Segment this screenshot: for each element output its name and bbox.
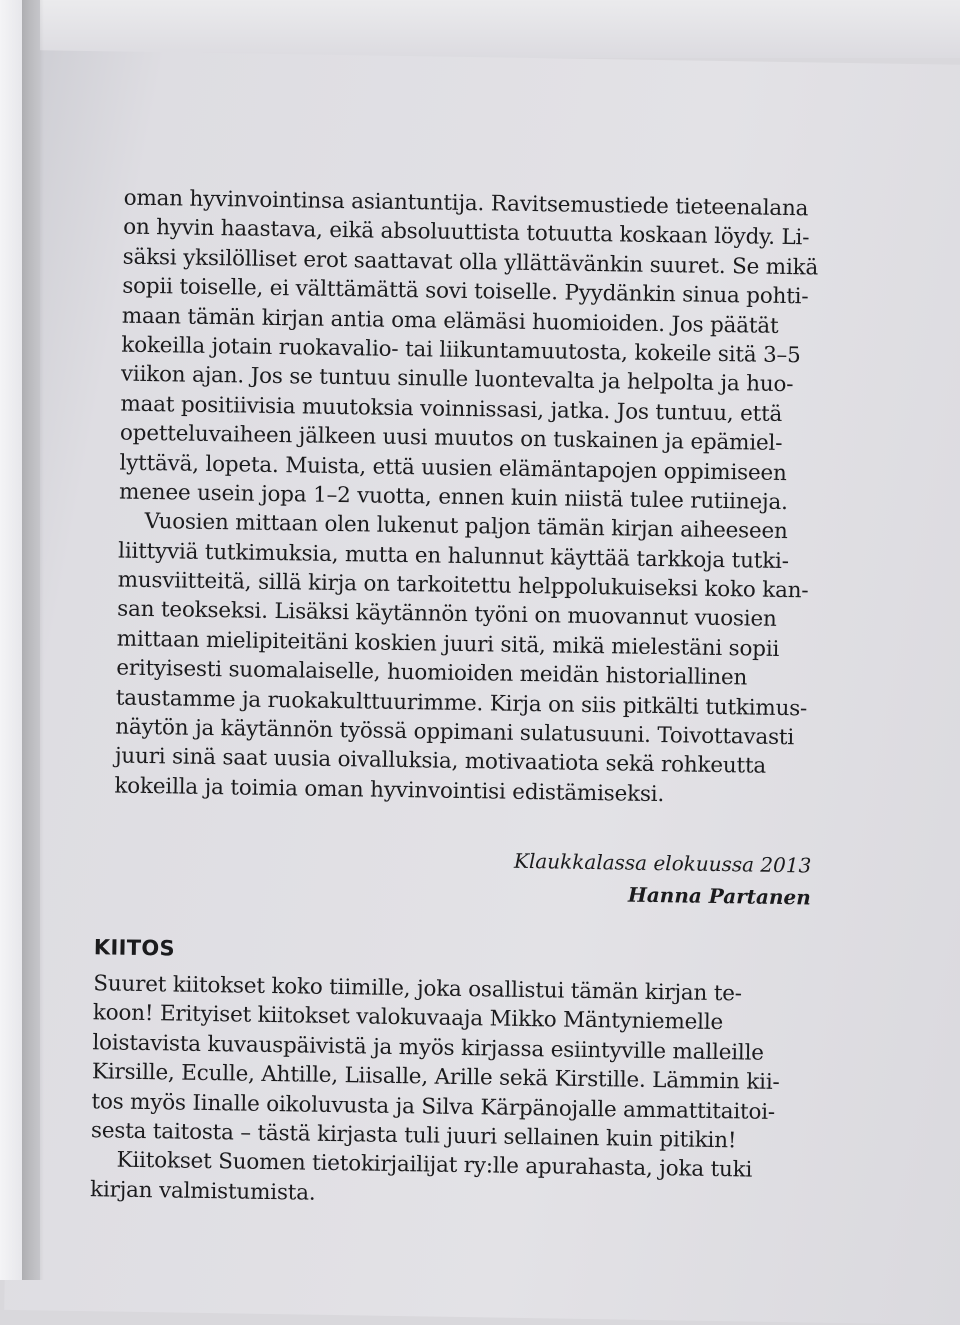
- text-line: loistavista kuvauspäivistä ja myös kirjassa esiintyville malleille: [92, 1029, 764, 1066]
- page-gutter-shadow: [22, 0, 44, 1280]
- text-line: liittyviä tutkimuksia, mutta en halunnut käyttää tarkkoja tutki-: [117, 538, 789, 574]
- signature-place-date: Klaukkalassa elokuussa 2013: [513, 848, 812, 878]
- text-line: Vuosien mittaan olen lukenut paljon tämän kirjan aiheeseen: [144, 509, 788, 545]
- text-line: opetteluvaiheen jälkeen uusi muutos on tuskainen ja epämiel-: [119, 420, 783, 457]
- text-line: menee usein jopa 1–2 vuotta, ennen kuin niistä tulee rutiineja.: [118, 479, 788, 515]
- text-line: musviitteitä, sillä kirja on tarkoitettu helppolukuiseksi koko kan-: [117, 567, 809, 604]
- text-line: viikon ajan. Jos se tuntuu sinulle luontevalta ja helpolta ja huo-: [120, 361, 794, 398]
- text-line: sopii toiselle, ei välttämättä sovi toiselle. Pyydänkin sinua pohti-: [122, 273, 809, 310]
- text-line: lyttävä, lopeta. Muista, että uusien elämäntapojen oppimiseen: [119, 450, 787, 486]
- text-line: Kirsille, Eculle, Ahtille, Liisalle, Arille sekä Kirstille. Lämmin kii-: [91, 1059, 780, 1096]
- text-line: Suuret kiitokset koko tiimille, joka osallistui tämän kirjan te-: [93, 971, 743, 1007]
- body-text: [114, 184, 819, 812]
- text-line: taustamme ja ruokakulttuurimme. Kirja on siis pitkälti tutkimus-: [115, 685, 808, 722]
- signature-author: Hanna Partanen: [627, 882, 811, 910]
- text-line: mittaan mielipiteitäni koskien juuri sitä, mikä mielestäni sopii: [116, 626, 780, 662]
- text-line: on hyvin haastava, eikä absoluuttista totuutta koskaan löydy. Li-: [123, 214, 810, 251]
- text-line: sesta taitosta – tästä kirjasta tuli juuri sellainen kuin pitikin!: [90, 1118, 737, 1154]
- text-line: näytön ja käytännön työssä oppimani sulatusuuni. Toivottavasti: [115, 714, 795, 751]
- text-line: maat positiivisia muutoksia voinnissasi, jatka. Jos tuntuu, että: [120, 391, 783, 427]
- section-heading: KIITOS: [93, 935, 176, 961]
- text-line: säksi yksilölliset erot saattavat olla yllättävänkin suuret. Se mikä: [122, 244, 819, 281]
- text-line: juuri sinä saat uusia oivalluksia, motivaatiota sekä rohkeutta: [114, 743, 767, 780]
- text-line: tos myös Iinalle oikoluvusta ja Silva Kärpänojalle ammattitaitoi-: [91, 1088, 776, 1125]
- background-surface: [0, 0, 960, 58]
- text-line: kokeilla jotain ruokavalio- tai liikuntamuutosta, kokeile sitä 3–5: [121, 332, 801, 369]
- acknowledgements-text: [90, 969, 781, 1215]
- text-line: maan tämän kirjan antia oma elämäsi huomioiden. Jos päätät: [121, 303, 779, 339]
- text-line: oman hyvinvointinsa asiantuntija. Ravitsemustiede tieteenalana: [123, 185, 809, 222]
- text-line: Kiitokset Suomen tietokirjailijat ry:lle apurahasta, joka tuki: [116, 1147, 753, 1183]
- book-page: [4, 50, 960, 1325]
- text-line: erityisesti suomalaiselle, huomioiden meidän historiallinen: [116, 655, 748, 691]
- text-line: san teokseksi. Lisäksi käytännön työni on muovannut vuosien: [117, 597, 777, 633]
- text-line: kirjan valmistumista.: [89, 1176, 316, 1206]
- text-line: kokeilla ja toimia oman hyvinvointisi edistämiseksi.: [114, 773, 665, 807]
- text-line: koon! Erityiset kiitokset valokuvaaja Mikko Mäntyniemelle: [92, 1000, 724, 1036]
